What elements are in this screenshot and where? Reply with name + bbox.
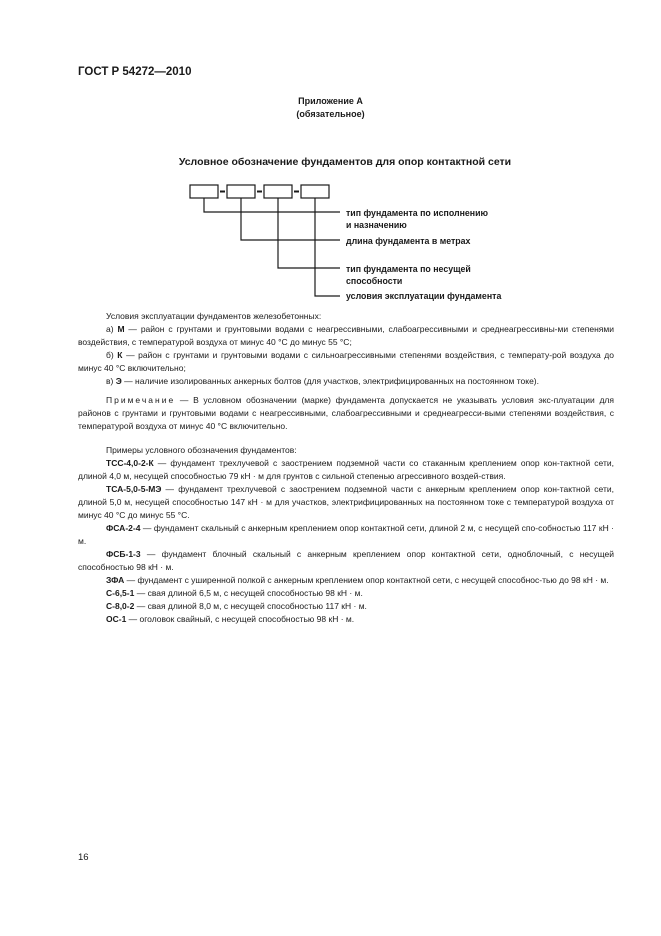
appendix-title: Приложение А (298, 96, 363, 106)
example-text: — фундамент с уширенной полкой с анкерным креплением опор контактной сети, с несущей способнос-тью до 98 кН · м. (124, 575, 609, 585)
example-item (78, 548, 614, 574)
example-item (78, 457, 614, 483)
condition-text: — наличие изолированных анкерных болтов (для участков, электрифицированных на постоянном токе). (121, 376, 540, 386)
note (78, 394, 614, 433)
examples-intro: Примеры условного обозначения фундаментов: (106, 445, 297, 455)
example-item (78, 613, 614, 626)
diagram-label-operating-conditions (346, 290, 501, 302)
note-text: — В условном обозначении (марке) фундамента допускается не указывать условия экс-плуатации для районов с грунтами и грунтовыми водами с неагрессивными, слабоагрессивными и среднеагресси-выми степенями воздействия, с температурой воздуха от минус 40 °С включительно. (78, 395, 614, 431)
condition-item (78, 375, 614, 388)
example-code: ФСА-2-4 (106, 523, 141, 533)
examples-section (78, 444, 614, 626)
code-box-2 (227, 185, 255, 198)
designation-diagram (0, 0, 661, 320)
leader-line-4 (315, 198, 340, 296)
leader-line-3 (278, 198, 340, 268)
example-code: ЗФА (106, 575, 125, 585)
example-text: — свая длиной 6,5 м, с несущей способностью 98 кН · м. (134, 588, 363, 598)
example-text: — фундамент блочный скальный с анкерным креплением опор контактной сети, одноблочный, с несущей способностью 98 кН · м. (78, 549, 614, 572)
item-prefix: в) (106, 376, 114, 386)
example-code: ТСА-5,0-5-МЭ (106, 484, 162, 494)
example-text: — фундамент скальный с анкерным креплением опор контактной сети, длиной 2 м, с несущей спо-собностью 117 кН · м. (78, 523, 614, 546)
example-text: — свая длиной 8,0 м, с несущей способностью 117 кН · м. (134, 601, 367, 611)
code-box-3 (264, 185, 292, 198)
condition-code: М (117, 324, 125, 334)
condition-code: Э (115, 376, 122, 386)
diagram-label-type-execution (346, 207, 488, 231)
leader-line-2 (241, 198, 340, 240)
conditions-intro: Условия эксплуатации фундаментов железобетонных: (106, 311, 322, 321)
diagram-label-bearing-capacity (346, 263, 471, 287)
note-paragraph (78, 394, 614, 433)
condition-item (78, 349, 614, 375)
example-item (78, 587, 614, 600)
diagram-label-length (346, 235, 470, 247)
section-title: Условное обозначение фундаментов для опор контактной сети (178, 156, 512, 168)
example-item (78, 522, 614, 548)
example-code: С-6,5-1 (106, 588, 135, 598)
condition-code: К (117, 350, 123, 360)
item-prefix: б) (106, 350, 114, 360)
example-code: ОС-1 (106, 614, 127, 624)
condition-item (78, 323, 614, 349)
condition-text: — район с грунтами и грунтовыми водами с сильноагрессивными степенями воздействия, с температу-рой воздуха до минус 40 °С включительно; (78, 350, 614, 373)
conditions-section (78, 310, 614, 388)
label-line: условия эксплуатации фундамента (346, 291, 502, 301)
code-box-1 (190, 185, 218, 198)
example-text: — фундамент трехлучевой с заострением подземной части с анкерным креплением опор кон-тактной сети, длиной 5,0 м, несущей способностью 147 кН · м для участков, электрифицированных на постоянном токе с температурой воздуха от минус 40 °С до минус 55 °С. (78, 484, 614, 520)
example-item (78, 600, 614, 613)
label-line: тип фундамента по исполнению и назначению (346, 208, 489, 230)
appendix-status: (обязательное) (296, 109, 365, 119)
example-text: — фундамент трехлучевой с заострением подземной части со стаканным креплением опор кон-тактной сети, длиной 4,0 м, несущей способностью 79 кН · м для грунтов с сильной степенью агрессивного воздей-ствия. (78, 458, 614, 481)
example-item (78, 483, 614, 522)
code-box-4 (301, 185, 329, 198)
page-number: 16 (78, 852, 89, 863)
example-code: ТСС-4,0-2-К (106, 458, 154, 468)
condition-text: — район с грунтами и грунтовыми водами с неагрессивными, слабоагрессивными и среднеагрессивны-ми степенями воздействия, с температурой воздуха от минус 40 °С до минус 55 °С; (78, 324, 614, 347)
label-line: длина фундамента в метрах (346, 236, 471, 246)
label-line: тип фундамента по несущей способности (346, 264, 471, 286)
example-code: ФСБ-1-3 (106, 549, 141, 559)
example-item (78, 574, 614, 587)
document-number: ГОСТ Р 54272—2010 (78, 66, 192, 78)
leader-line-1 (204, 198, 340, 212)
item-prefix: а) (106, 324, 114, 334)
example-code: С-8,0-2 (106, 601, 135, 611)
example-text: — оголовок свайный, с несущей способностью 98 кН · м. (126, 614, 355, 624)
note-label: Примечание (106, 395, 176, 405)
